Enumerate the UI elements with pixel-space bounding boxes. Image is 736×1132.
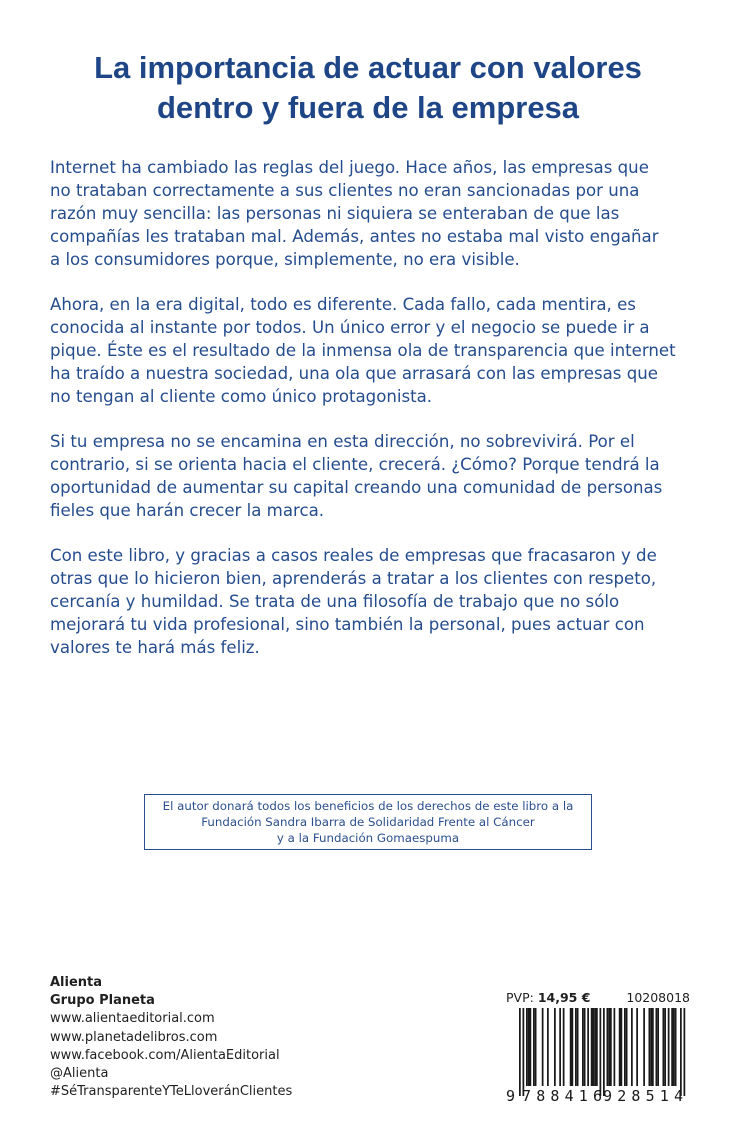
text-line: ha traído a nuestra sociedad, una ola que arrasará con las empresas que	[50, 364, 658, 383]
barcode-bar	[530, 1008, 532, 1086]
barcode-guard-bar	[680, 1008, 682, 1096]
barcode-bar	[587, 1008, 589, 1086]
barcode-bar	[650, 1008, 652, 1086]
notice-line-3: y a la Fundación Gomaespuma	[276, 831, 460, 845]
text-line: razón muy sencilla: las personas ni siquiera se enteraban de que las	[50, 204, 620, 223]
text-line: pique. Éste es el resultado de la inmensa ola de transparencia que internet	[50, 341, 676, 360]
barcode-bar	[619, 1008, 621, 1086]
barcode-right-digits: 928514	[603, 1087, 683, 1104]
text-line: otras que lo hicieron bien, aprenderás a tratar a los clientes con respeto,	[50, 569, 657, 588]
twitter-handle: @Alienta	[50, 1066, 109, 1082]
barcode-bar	[584, 1008, 586, 1086]
barcode-bar	[596, 1008, 598, 1086]
barcode-bar	[657, 1008, 659, 1086]
barcode-bar	[582, 1008, 584, 1086]
barcode-bar	[610, 1008, 612, 1086]
title-line-2: dentro y fuera de la empresa	[156, 90, 580, 125]
barcode-first-digit: 9	[506, 1087, 516, 1104]
facebook-link: www.facebook.com/AlientaEditorial	[50, 1047, 280, 1063]
product-code: 10208018	[626, 990, 690, 1005]
back-cover-title	[0, 48, 736, 128]
barcode-bar	[533, 1008, 535, 1086]
imprint-name: Alienta	[50, 975, 103, 990]
paragraph-4	[50, 544, 700, 659]
barcode-bar	[575, 1008, 577, 1086]
text-line: oportunidad de aumentar su capital creando una comunidad de personas	[50, 478, 663, 497]
barcode-bar	[528, 1008, 530, 1086]
hashtag: #SéTransparenteYTeLloveránClientes	[50, 1084, 293, 1100]
text-line: contrario, si se orienta hacia el cliente, crecerá. ¿Cómo? Porque tendrá la	[50, 455, 660, 474]
group-website: www.planetadelibros.com	[50, 1029, 218, 1045]
paragraph-1	[50, 156, 700, 271]
text-line: no trataban correctamente a sus clientes no eran sancionadas por una	[50, 181, 640, 200]
text-line: compañías les trataban mal. Además, antes no estaba mal visto engañar	[50, 227, 659, 246]
barcode-bar	[542, 1008, 544, 1086]
text-line: mejorará tu vida profesional, sino también la personal, pues actuar con	[50, 615, 645, 634]
barcode-bar	[563, 1008, 565, 1086]
barcode-bar	[636, 1008, 638, 1086]
notice-line-2: Fundación Sandra Ibarra de Solidaridad Frente al Cáncer	[201, 815, 535, 829]
barcode-bar	[652, 1008, 654, 1086]
barcode-bar	[664, 1008, 666, 1086]
publisher-group: Grupo Planeta	[50, 993, 155, 1009]
text-line: Si tu empresa no se encamina en esta dirección, no sobrevivirá. Por el	[50, 432, 635, 451]
text-line: no tengan al cliente como único protagonista.	[50, 387, 433, 406]
text-line: Con este libro, y gracias a casos reales de empresas que fracasaron y de	[50, 546, 657, 565]
barcode-bars	[519, 1008, 685, 1096]
barcode-bar	[626, 1008, 628, 1086]
barcode-bar	[663, 1008, 665, 1086]
synopsis	[50, 156, 700, 681]
barcode-bar	[607, 1008, 609, 1086]
text-line: Ahora, en la era digital, todo es diferente. Cada fallo, cada mentira, es	[50, 295, 636, 314]
barcode-guard-bar	[519, 1008, 521, 1096]
publisher-website: www.alientaeditorial.com	[50, 1011, 215, 1027]
barcode-bar	[570, 1008, 572, 1086]
barcode-guard-bar	[523, 1008, 525, 1096]
isbn-barcode	[505, 1008, 691, 1104]
barcode-bar	[608, 1008, 610, 1086]
text-line: a los consumidores porque, simplemente, no era visible.	[50, 250, 520, 269]
barcode-bar	[577, 1008, 579, 1086]
barcode-bar	[526, 1008, 528, 1086]
barcode-bar	[593, 1008, 595, 1086]
notice-line-1: El autor donará todos los beneficios de los derechos de este libro a la	[162, 799, 574, 813]
barcode-guard-bar	[603, 1008, 605, 1096]
barcode-bar	[675, 1008, 677, 1086]
barcode-bar	[671, 1008, 673, 1086]
barcode-guard-bar	[600, 1008, 602, 1096]
text-line: fieles que harán crecer la marca.	[50, 501, 325, 520]
price-label: PVP:	[506, 990, 534, 1005]
price	[506, 990, 590, 1005]
barcode-bar	[614, 1008, 616, 1086]
text-line: cercanía y humildad. Se trata de una filosofía de trabajo que no sólo	[50, 592, 620, 611]
barcode-bar	[643, 1008, 645, 1086]
barcode-bar	[649, 1008, 651, 1086]
donation-notice-box	[144, 794, 592, 850]
barcode-bar	[572, 1008, 574, 1086]
text-line: valores te hará más feliz.	[50, 638, 260, 657]
barcode-bar	[535, 1008, 537, 1086]
title-line-1: La importancia de actuar con valores	[94, 50, 642, 85]
price-value: 14,95 €	[537, 990, 591, 1005]
text-line: conocida al instante por todos. Un único error y el negocio se puede ir a	[50, 318, 650, 337]
paragraph-2	[50, 293, 700, 408]
text-line: Internet ha cambiado las reglas del juego. Hace años, las empresas que	[50, 158, 649, 177]
barcode-bar	[624, 1008, 626, 1086]
barcode-bar	[656, 1008, 658, 1086]
barcode-bar	[559, 1008, 561, 1086]
barcode-bar	[668, 1008, 670, 1086]
publisher-info	[50, 974, 450, 1101]
barcode-bar	[554, 1008, 556, 1086]
barcode-left-digits: 788416	[522, 1087, 602, 1104]
barcode-bar	[631, 1008, 633, 1086]
paragraph-3	[50, 430, 700, 522]
barcode-bar	[594, 1008, 596, 1086]
barcode-bar	[621, 1008, 623, 1086]
barcode-bar	[673, 1008, 675, 1086]
barcode-bar	[591, 1008, 593, 1086]
barcode-bar	[547, 1008, 549, 1086]
barcode-guard-bar	[684, 1008, 686, 1096]
